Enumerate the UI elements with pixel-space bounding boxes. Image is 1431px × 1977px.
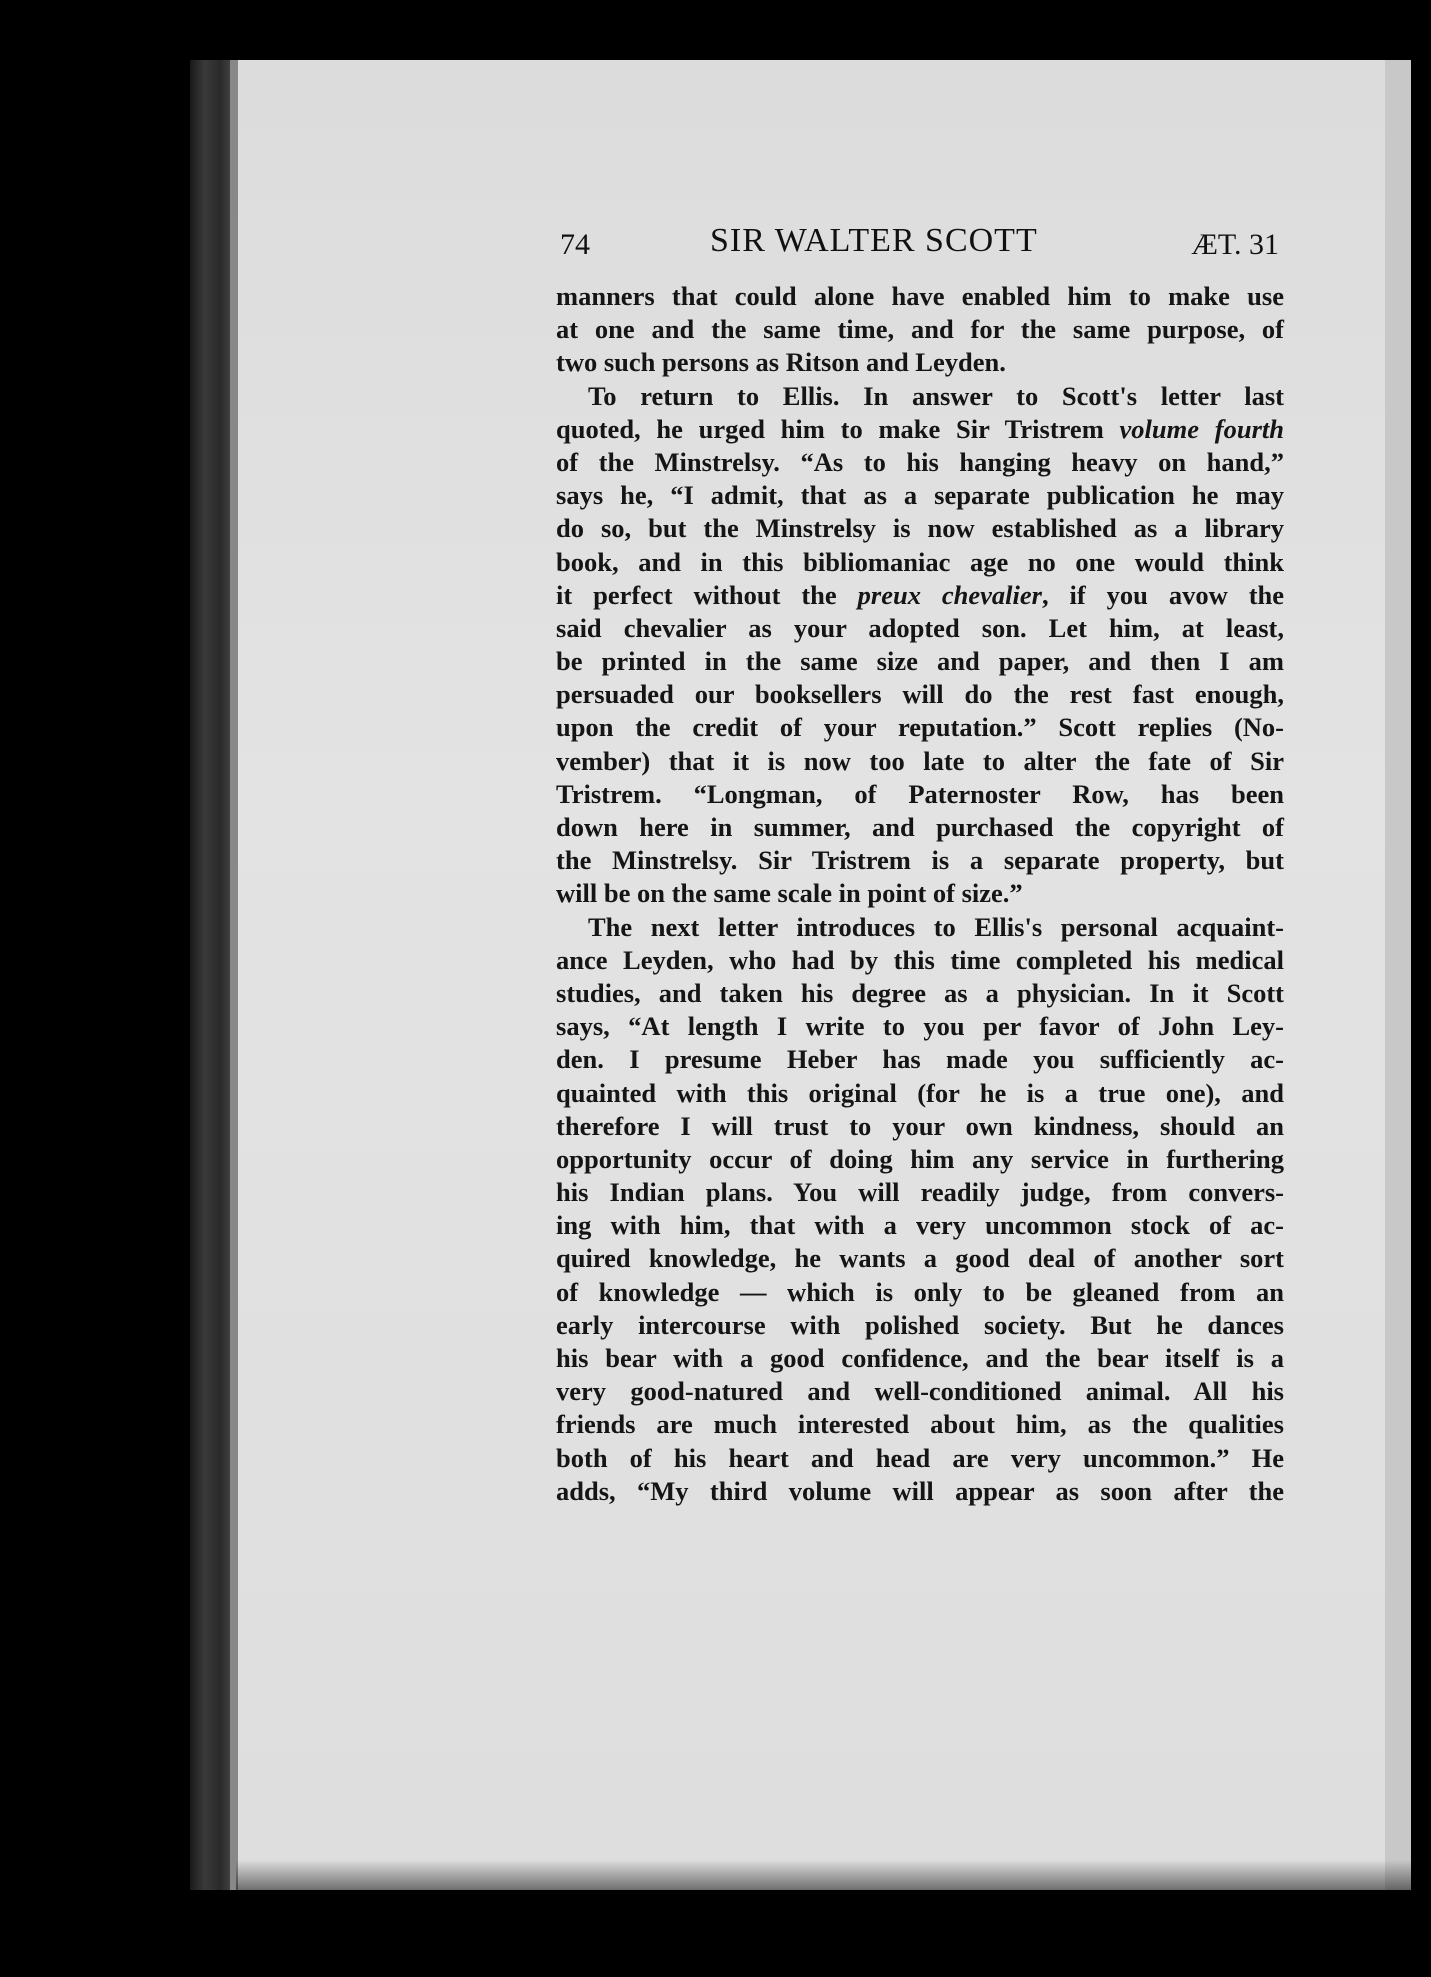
text-line: down here in summer, and purchased the copyright of [556,812,1284,842]
text-line: quired knowledge, he wants a good deal of another sort [556,1243,1284,1274]
page-number: 74 [560,228,590,261]
text-line: opportunity occur of doing him any service in furthering [556,1143,1284,1174]
text-line: do so, but the Minstrelsy is now established as a library [556,513,1284,544]
text-run: quoted, he urged him to make Sir Tristrem [556,413,1104,444]
text-line: be printed in the same size and paper, and then I am [556,646,1284,677]
running-title: SIR WALTER SCOTT [710,222,1038,259]
page-header [560,222,1285,272]
text-line: upon the credit of your reputation.” Scott replies (No- [556,712,1284,743]
text-line: studies, and taken his degree as a physician. In it Scott [556,977,1284,1008]
text-run: it perfect without the [556,579,837,610]
text-line: his bear with a good confidence, and the bear itself is a [556,1343,1284,1373]
age-marker: ÆT. 31 [1191,228,1279,261]
text-line: persuaded our booksellers will do the rest fast enough, [556,679,1284,710]
text-line: manners that could alone have enabled him to make use [556,281,1284,311]
text-line: quainted with this original (for he is a true one), and [556,1077,1284,1108]
text-line: therefore I will trust to your own kindness, should an [556,1110,1284,1141]
page-bottom-shadow [236,1860,1411,1890]
text-line: both of his heart and head are very uncommon.” He [556,1442,1284,1473]
text-run: , if you avow the [1041,579,1285,610]
text-line: of the Minstrelsy. “As to his hanging heavy on hand,” [556,446,1284,477]
text-line: two such persons as Ritson and Leyden. [556,347,1006,378]
text-line: friends are much interested about him, as the qualities [556,1409,1284,1440]
text-line: Tristrem. “Longman, of Paternoster Row, has been [556,778,1284,809]
body-text [556,280,1284,1508]
text-line [556,413,1284,446]
text-line: will be on the same scale in point of size.” [556,878,1023,909]
text-line: very good-natured and well-conditioned animal. All his [556,1376,1284,1407]
text-line: of knowledge — which is only to be gleaned from an [556,1276,1284,1307]
text-line: ance Leyden, who had by this time completed his medical [556,944,1284,975]
text-line: says, “At length I write to you per favor of John Ley- [556,1011,1284,1042]
text-line [556,579,1284,612]
text-line: vember) that it is now too late to alter the fate of Sir [556,745,1284,776]
text-line: adds, “My third volume will appear as soon after the [556,1475,1284,1506]
text-line: says he, “I admit, that as a separate publication he may [556,480,1284,511]
paragraph-start-line: The next letter introduces to Ellis's personal acquaint- [588,911,1284,942]
text-line: book, and in this bibliomaniac age no one would think [556,546,1284,577]
gutter-edge [230,60,238,1890]
paragraph-start-line: To return to Ellis. In answer to Scott's letter last [588,380,1284,411]
page-fore-edge [1385,60,1411,1890]
text-line: at one and the same time, and for the same purpose, of [556,314,1284,345]
text-line: the Minstrelsy. Sir Tristrem is a separate property, but [556,845,1284,876]
italic-phrase: preux chevalier [857,579,1042,610]
text-line: early intercourse with polished society. But he dances [556,1309,1284,1340]
text-line: ing with him, that with a very uncommon stock of ac- [556,1210,1284,1241]
text-line: said chevalier as your adopted son. Let him, at least, [556,612,1284,643]
text-line: his Indian plans. You will readily judge, from convers- [556,1177,1284,1208]
italic-phrase: volume fourth [1119,413,1285,444]
text-line: den. I presume Heber has made you sufficiently ac- [556,1044,1284,1075]
